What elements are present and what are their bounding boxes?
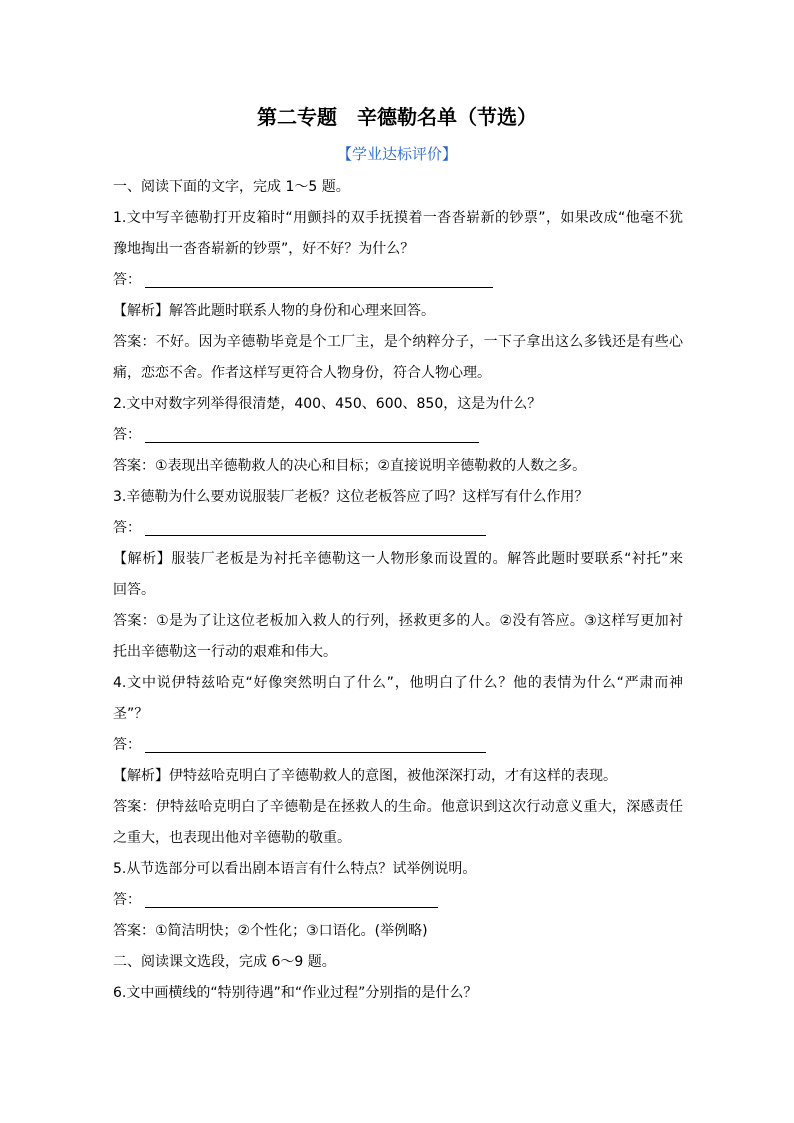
question-3: 3.辛德勒为什么要劝说服装厂老板？这位老板答应了吗？这样写有什么作用？: [113, 489, 589, 505]
answer-label: 答：: [113, 520, 141, 536]
answer-label: 答：: [113, 892, 141, 908]
answer-1-line-1: 答案：不好。因为辛德勒毕竟是个工厂主，是个纳粹分子，一下子拿出这么多钱还是有些心: [113, 334, 683, 350]
answer-blank-3: [113, 513, 683, 544]
answer-label: 答：: [113, 427, 141, 443]
section-subtitle: 【学业达标评价】: [336, 145, 457, 163]
analysis-3-line-2: 回答。: [113, 582, 155, 598]
analysis-3-line-1: 【解析】服装厂老板是为衬托辛德勒这一人物形象而设置的。解答此题时要联系“衬托”来: [113, 551, 683, 567]
answer-underline[interactable]: [145, 287, 493, 288]
question-5: 5.从节选部分可以看出剧本语言有什么特点？试举例说明。: [113, 861, 477, 877]
question-1-line-1: 1.文中写辛德勒打开皮箱时“用颤抖的双手抚摸着一沓沓崭新的钞票”，如果改成“他毫不犹: [113, 210, 683, 226]
answer-blank-5: [113, 885, 683, 916]
answer-blank-4: [113, 730, 683, 761]
answer-blank-1: [113, 265, 683, 296]
answer-4-line-1: 答案：伊特兹哈克明白了辛德勒是在拯救人的生命。他意识到这次行动意义重大，深感责任: [113, 799, 683, 815]
answer-2: 答案：①表现出辛德勒救人的决心和目标；②直接说明辛德勒救的人数之多。: [113, 458, 587, 474]
section-heading-2: 二、阅读课文选段，完成 6～9 题。: [113, 954, 336, 970]
question-4-line-2: 圣”？: [113, 706, 149, 722]
answer-4-line-2: 之重大，也表现出他对辛德勒的敬重。: [113, 830, 351, 846]
answer-label: 答：: [113, 737, 141, 753]
answer-underline[interactable]: [145, 752, 486, 753]
analysis-1: 【解析】解答此题时联系人物的身份和心理来回答。: [113, 303, 435, 319]
answer-3-line-2: 托出辛德勒这一行动的艰难和伟大。: [113, 644, 337, 660]
question-6: 6.文中画横线的“特别待遇”和“作业过程”分别指的是什么？: [113, 985, 478, 1001]
answer-1-line-2: 痛，恋恋不舍。作者这样写更符合人物身份，符合人物心理。: [113, 365, 491, 381]
answer-blank-2: [113, 420, 683, 451]
question-2: 2.文中对数字列举得很清楚，400、450、600、850，这是为什么？: [113, 396, 542, 412]
answer-underline[interactable]: [145, 442, 479, 443]
answer-underline[interactable]: [145, 535, 486, 536]
section-heading-1: 一、阅读下面的文字，完成 1～5 题。: [113, 179, 350, 195]
answer-3-line-1: 答案：①是为了让这位老板加入救人的行列，拯救更多的人。②没有答应。③这样写更加衬: [113, 613, 683, 629]
answer-5: 答案：①简洁明快；②个性化；③口语化。(举例略): [113, 923, 428, 939]
analysis-4: 【解析】伊特兹哈克明白了辛德勒救人的意图，被他深深打动，才有这样的表现。: [113, 768, 617, 784]
document-body: [113, 172, 683, 1009]
question-4-line-1: 4.文中说伊特兹哈克“好像突然明白了什么”，他明白了什么？他的表情为什么“严肃而神: [113, 675, 683, 691]
answer-label: 答：: [113, 272, 141, 288]
answer-underline[interactable]: [145, 907, 438, 908]
question-1-line-2: 豫地掏出一沓沓崭新的钞票”，好不好？为什么？: [113, 241, 415, 257]
page-title: 第二专题 辛德勒名单（节选）: [257, 105, 537, 129]
